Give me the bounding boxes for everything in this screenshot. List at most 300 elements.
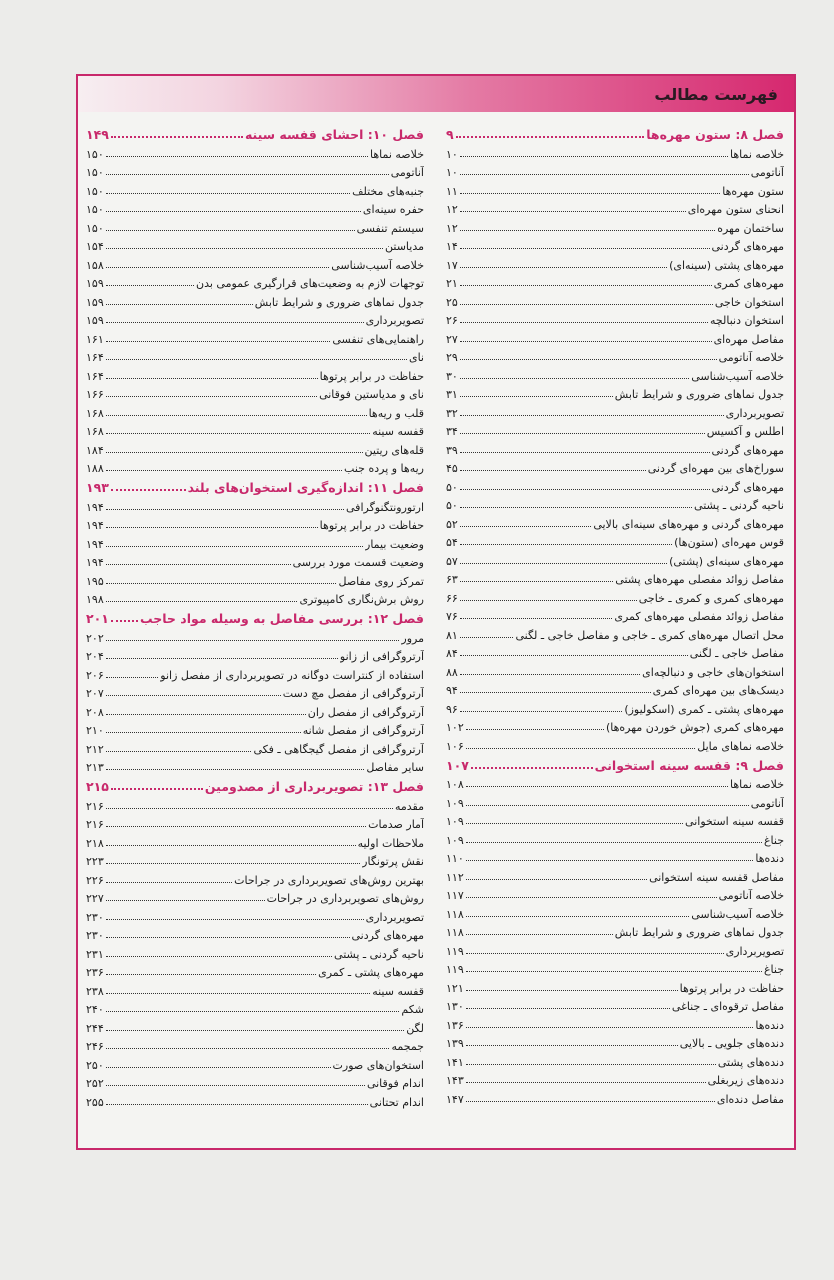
page-number: ۱۰ [446,166,458,179]
dot-leader [466,860,754,861]
toc-entry [86,663,424,682]
page-number: ۲۱ [446,277,458,290]
page-number: ۲۳۶ [86,966,104,979]
page-number: ۸۸ [446,665,458,679]
page-number: ۲۵۲ [86,1077,104,1090]
dot-leader [106,1104,368,1105]
page-number: ۲۱۲ [86,742,104,756]
dot-leader [106,1011,400,1012]
entry-title: ریه‌ها و پرده جنب [344,462,424,475]
dot-leader [460,193,720,194]
page-number: ۱۶۱ [86,332,104,346]
toc-entry [86,905,424,924]
toc-entry [446,679,784,698]
dot-leader [460,655,688,656]
entry-title: نقش پرتونگار [362,855,424,868]
toc-entry [446,290,784,309]
chapter-title: فصل ۱۱: اندازه‌گیری استخوان‌های بلند [187,480,424,495]
toc-entry [86,383,424,402]
page-number: ۸۴ [446,647,458,660]
toc-entry [446,438,784,457]
dot-leader [460,322,708,323]
dot-leader [106,285,194,286]
dot-leader [466,971,762,972]
entry-title: جدول نماهای ضروری و شرایط تابش [254,295,424,309]
chapter-title: فصل ۱۰: احشای قفسه سینه [244,127,424,142]
toc-entry [86,682,424,701]
toc-entry [446,697,784,716]
page-number: ۲۵۵ [86,1095,104,1109]
page-number: ۱۹۴ [86,556,104,569]
entry-title: اندام فوقانی [366,1077,424,1090]
page-number: ۲۰۱ [86,611,109,626]
toc-entry [446,623,784,642]
toc-entry [446,828,784,847]
toc-entry [86,1035,424,1054]
dot-leader [106,974,316,975]
toc-entry [446,531,784,550]
page-number: ۲۷ [446,332,458,346]
toc-entry [446,235,784,254]
dot-leader [460,692,651,693]
toc-entry [446,327,784,346]
toc-entry [446,346,784,365]
dot-leader [106,845,356,846]
toc-entry [86,645,424,664]
page-number: ۵۰ [446,499,458,512]
entry-title: دنده‌های پشتی [717,1055,784,1069]
entry-title: خلاصه نماها [729,778,784,791]
dot-leader [460,544,672,545]
page-number: ۹ [446,127,454,142]
dot-leader [466,1008,670,1009]
page-number: ۱۵۴ [86,240,104,253]
page-number: ۱۶۸ [86,425,104,438]
page-number: ۲۱۸ [86,836,104,850]
page-number: ۵۴ [446,536,458,549]
toc-entry [86,364,424,383]
dot-leader [106,808,393,809]
dot-leader [466,842,762,843]
entry-title: دیسک‌های بین مهره‌ای کمری [652,684,784,697]
entry-title: آرتروگرافی از مفصل شانه [302,724,424,737]
dot-leader [460,489,710,490]
entry-title: قفسه سینه [372,425,424,438]
entry-title: اندام تحتانی [369,1095,424,1109]
dot-leader [106,527,318,528]
entry-title: قفسه سینه [372,984,424,998]
page-number: ۱۸۴ [86,443,104,457]
entry-title: تصویربرداری [365,910,424,924]
page-number: ۱۹۴ [86,519,104,532]
dot-leader [460,359,717,360]
entry-title: مفاصل مهره‌ای [713,332,784,346]
dot-leader [460,230,715,231]
toc-entry [86,532,424,551]
entry-title: مهره‌های گردنی [711,443,784,457]
dot-leader [466,1045,678,1046]
dot-leader [466,953,724,954]
page-number: ۱۴۳ [446,1074,464,1087]
page-number: ۱۸۸ [86,462,104,475]
entry-title: تصویربرداری [725,406,784,420]
toc-column-right [446,122,784,1106]
page-number: ۲۱۶ [86,818,104,831]
entry-title: ملاحظات اولیه [357,836,424,850]
chapter-heading [86,774,424,794]
dot-leader [106,583,337,584]
dot-leader [106,714,306,715]
dot-leader [106,564,291,565]
entry-title: دنده‌های زیربغلی [707,1074,784,1087]
page-number: ۳۴ [446,425,458,438]
dot-leader [106,193,350,194]
page-number: ۱۵۰ [86,147,104,161]
dot-leader [466,729,604,730]
dot-leader [106,658,338,659]
toc-entry [446,512,784,531]
dot-leader [106,174,389,175]
entry-title: مهره‌های پشتی ـ کمری (اسکولیوز) [624,702,784,716]
entry-title: خلاصه نماها [369,147,424,161]
page-number: ۲۶ [446,314,458,327]
dot-leader [460,396,613,397]
toc-entry [446,865,784,884]
page-number: ۱۵۹ [86,277,104,290]
dot-leader [111,136,243,138]
dot-leader [106,751,252,752]
dot-leader [466,990,678,991]
entry-title: دنده‌ها [755,852,784,865]
toc-entry [86,401,424,420]
entry-title: مهره‌های گردنی و مهره‌های سینه‌ای بالایی [593,517,784,531]
page-number: ۳۹ [446,443,458,457]
page-number: ۲۰۸ [86,705,104,719]
entry-title: حفاظت در برابر پرتوها [319,369,424,383]
toc-entry [86,831,424,850]
page-number: ۲۲۶ [86,873,104,887]
entry-title: خلاصه نماها [729,147,784,161]
dot-leader [106,826,366,827]
dot-leader [106,732,301,733]
toc-entry [86,588,424,607]
page-number: ۲۳۰ [86,929,104,942]
dot-leader [106,640,400,641]
dot-leader [106,769,365,770]
toc-entry [446,1069,784,1088]
page-number: ۱۰۹ [446,796,464,810]
dot-leader [460,211,686,212]
page-number: ۱۱۰ [446,852,464,865]
dot-leader [460,433,705,434]
dot-leader [466,1101,715,1102]
page-number: ۸۱ [446,628,458,642]
entry-title: حفاظت در برابر پرتوها [679,981,784,995]
page-number: ۲۱۰ [86,724,104,737]
toc-entry [86,719,424,738]
toc-entry [446,549,784,568]
page-number: ۱۹۸ [86,593,104,606]
toc-entry [446,401,784,420]
toc-entry [446,216,784,235]
toc-entry [86,794,424,813]
entry-title: مفاصل زوائد مفصلی مهره‌های پشتی [615,573,784,586]
toc-entry [86,551,424,570]
dot-leader [106,378,318,379]
toc-entry [86,569,424,588]
toc-entry [86,253,424,272]
dot-leader [466,879,647,880]
dot-leader [111,489,186,491]
toc-entry [86,942,424,961]
page-number: ۲۲۳ [86,855,104,868]
page-number: ۲۵۰ [86,1058,104,1072]
page-number: ۱۵۸ [86,258,104,272]
toc-entry [446,494,784,513]
page-number: ۱۴ [446,240,458,253]
toc-entry [446,253,784,272]
page-number: ۱۵۰ [86,184,104,198]
page-number: ۱۵۰ [86,221,104,235]
toc-entry [86,161,424,180]
toc-entry [446,1087,784,1106]
dot-leader [106,1030,404,1031]
dot-leader [460,156,728,157]
page-number: ۱۵۹ [86,295,104,309]
dot-leader [460,248,710,249]
page-number: ۱۲ [446,203,458,216]
page-number: ۲۹ [446,351,458,364]
dot-leader [106,919,364,920]
page-number: ۱۰۶ [446,739,464,753]
dot-leader [106,1067,331,1068]
page-title: فهرست مطالب [654,85,778,104]
toc-entry [86,737,424,756]
page-number: ۱۹۳ [86,480,109,495]
page-number: ۲۱۳ [86,761,104,774]
toc-entry [86,216,424,235]
entry-title: مهره‌های سینه‌ای (پشتی) [669,554,784,568]
dot-leader [106,396,317,397]
toc-entry [446,586,784,605]
page-number: ۱۶۴ [86,369,104,383]
dot-leader [106,863,360,864]
page-number: ۱۵۰ [86,203,104,216]
entry-title: نای [408,351,424,364]
page-number: ۱۹۵ [86,574,104,588]
dot-leader [106,900,265,901]
entry-title: تصویربرداری [365,314,424,327]
entry-title: قفسه سینه استخوانی [685,815,784,828]
dot-leader [466,748,696,749]
page-number: ۳۰ [446,369,458,383]
entry-title: جنبه‌های مختلف [352,184,424,198]
page-number: ۱۷ [446,258,458,272]
page-number: ۶۶ [446,591,458,605]
dot-leader [460,304,713,305]
entry-title: وضعیت بیمار [365,537,424,551]
chapter-heading [86,606,424,626]
dot-leader [460,507,692,508]
page-number: ۲۳۱ [86,947,104,961]
page-number: ۲۰۷ [86,687,104,700]
dot-leader [106,601,298,602]
toc-entry [86,495,424,514]
dot-leader [456,136,645,138]
entry-title: خلاصه آسیب‌شناسی [691,907,784,921]
entry-title: قله‌های ریتین [364,443,424,457]
entry-title: جمجمه [391,1040,424,1053]
toc-entry [446,995,784,1014]
chapter-heading [86,122,424,142]
toc-entry [446,1032,784,1051]
entry-title: خلاصه آسیب‌شناسی [691,369,784,383]
page-number: ۱۱۹ [446,944,464,958]
page-number: ۱۳۹ [446,1037,464,1050]
toc-entry [86,850,424,869]
entry-title: آرتروگرافی از مفصل مچ دست [282,687,424,700]
dot-leader [460,581,613,582]
page-number: ۴۵ [446,462,458,475]
entry-title: بهترین روش‌های تصویربرداری در جراحات [234,873,424,887]
entry-title: سایر مفاصل [366,761,424,774]
entry-title: دنده‌ها [755,1018,784,1032]
entry-title: مفاصل زوائد مفصلی مهره‌های کمری [614,610,784,623]
entry-title: جدول نماهای ضروری و شرایط تابش [614,388,784,401]
dot-leader [466,786,728,787]
entry-title: شکم [401,1003,424,1016]
dot-leader [460,526,591,527]
entry-title: روش برش‌نگاری کامپیوتری [299,593,424,606]
page-number: ۲۴۶ [86,1040,104,1053]
entry-title: مهره‌های کمری (جوش خوردن مهره‌ها) [605,721,784,734]
entry-title: استخوان دنبالچه [710,314,784,327]
entry-title: مرور [401,631,424,645]
toc-entry [86,756,424,775]
dot-leader [106,1085,365,1086]
page-number: ۱۰۸ [446,778,464,791]
page-number: ۲۱۶ [86,799,104,813]
dot-leader [106,433,370,434]
toc-entry [86,457,424,476]
page-number: ۲۵ [446,295,458,309]
entry-title: استخوان‌های خاجی و دنبالچه‌ای [642,665,784,679]
entry-title: دنده‌های جلویی ـ بالایی [679,1037,784,1050]
dot-leader [460,341,712,342]
toc-entry [446,179,784,198]
toc-entry [86,868,424,887]
dot-leader [460,618,613,619]
dot-leader [460,452,710,453]
dot-leader [106,341,331,342]
dot-leader [106,937,350,938]
page-number: ۳۱ [446,388,458,401]
toc-entry [446,716,784,735]
toc-page-frame [76,74,796,1150]
entry-title: ناحیه گردنی ـ پشتی [694,499,784,512]
toc-entry [446,420,784,439]
dot-leader [460,600,637,601]
entry-title: مهره‌های گردنی [711,240,784,253]
toc-entry [446,791,784,810]
dot-leader [106,509,344,510]
dot-leader [466,934,613,935]
dot-leader [460,174,749,175]
dot-leader [466,916,690,917]
entry-title: ستون مهره‌ها [722,184,784,198]
page-number: ۱۹۴ [86,537,104,551]
chapter-title: فصل ۸: ستون مهره‌ها [646,127,784,142]
entry-title: جدول نماهای ضروری و شرایط تابش [614,926,784,939]
dot-leader [106,304,253,305]
dot-leader [460,285,712,286]
page-number: ۱۲۱ [446,981,464,995]
dot-leader [466,823,683,824]
page-number: ۲۰۴ [86,650,104,663]
dot-leader [466,1064,716,1065]
toc-entry [86,924,424,943]
entry-title: ارتورونتگنوگرافی [346,500,424,514]
page-number: ۱۹۴ [86,500,104,514]
entry-title: نای و مدیاستین فوقانی [319,388,424,401]
dot-leader [111,620,138,622]
dot-leader [460,470,646,471]
entry-title: مفاصل ترقوه‌ای ـ جناغی [671,1000,784,1013]
entry-title: روش‌های تصویربرداری در جراحات [266,892,424,905]
toc-entry [86,420,424,439]
entry-title: آناتومی [750,796,784,810]
toc-entry [86,198,424,217]
toc-entry [446,364,784,383]
entry-title: وضعیت قسمت مورد بررسی [292,556,424,569]
entry-title: ناحیه گردنی ـ پشتی [334,947,424,961]
toc-entry [446,884,784,903]
page-number: ۶۳ [446,573,458,586]
page-number: ۹۶ [446,702,458,716]
toc-entry [446,142,784,161]
dot-leader [106,695,281,696]
chapter-title: فصل ۱۳: تصویربرداری از مصدومین [204,779,424,794]
toc-entry [446,660,784,679]
page-number: ۱۱۷ [446,889,464,902]
entry-title: انحنای ستون مهره‌ای [687,203,784,216]
entry-title: تمرکز روی مفاصل [338,574,424,588]
toc-entry [86,235,424,254]
entry-title: ساختمان مهره [717,221,784,235]
toc-entry [86,1090,424,1109]
toc-entry [446,976,784,995]
toc-entry [446,1050,784,1069]
page-number: ۱۴۷ [446,1092,464,1106]
page-number: ۵۲ [446,517,458,531]
dot-leader [106,452,363,453]
dot-leader [106,882,232,883]
toc-entry [446,568,784,587]
page-number: ۱۰۹ [446,815,464,828]
entry-title: اطلس و آکسیس [706,425,784,438]
toc-column-left [86,122,424,1109]
page-number: ۱۴۱ [446,1055,464,1069]
page-number: ۱۰۲ [446,721,464,734]
dot-leader [460,674,640,675]
page-number: ۱۳۶ [446,1018,464,1032]
page-number: ۲۴۰ [86,1003,104,1016]
page-number: ۲۳۸ [86,984,104,998]
page-number: ۱۰ [446,147,458,161]
entry-title: استخوان‌های صورت [332,1058,424,1072]
entry-title: جناغ [763,833,784,847]
toc-entry [446,810,784,829]
